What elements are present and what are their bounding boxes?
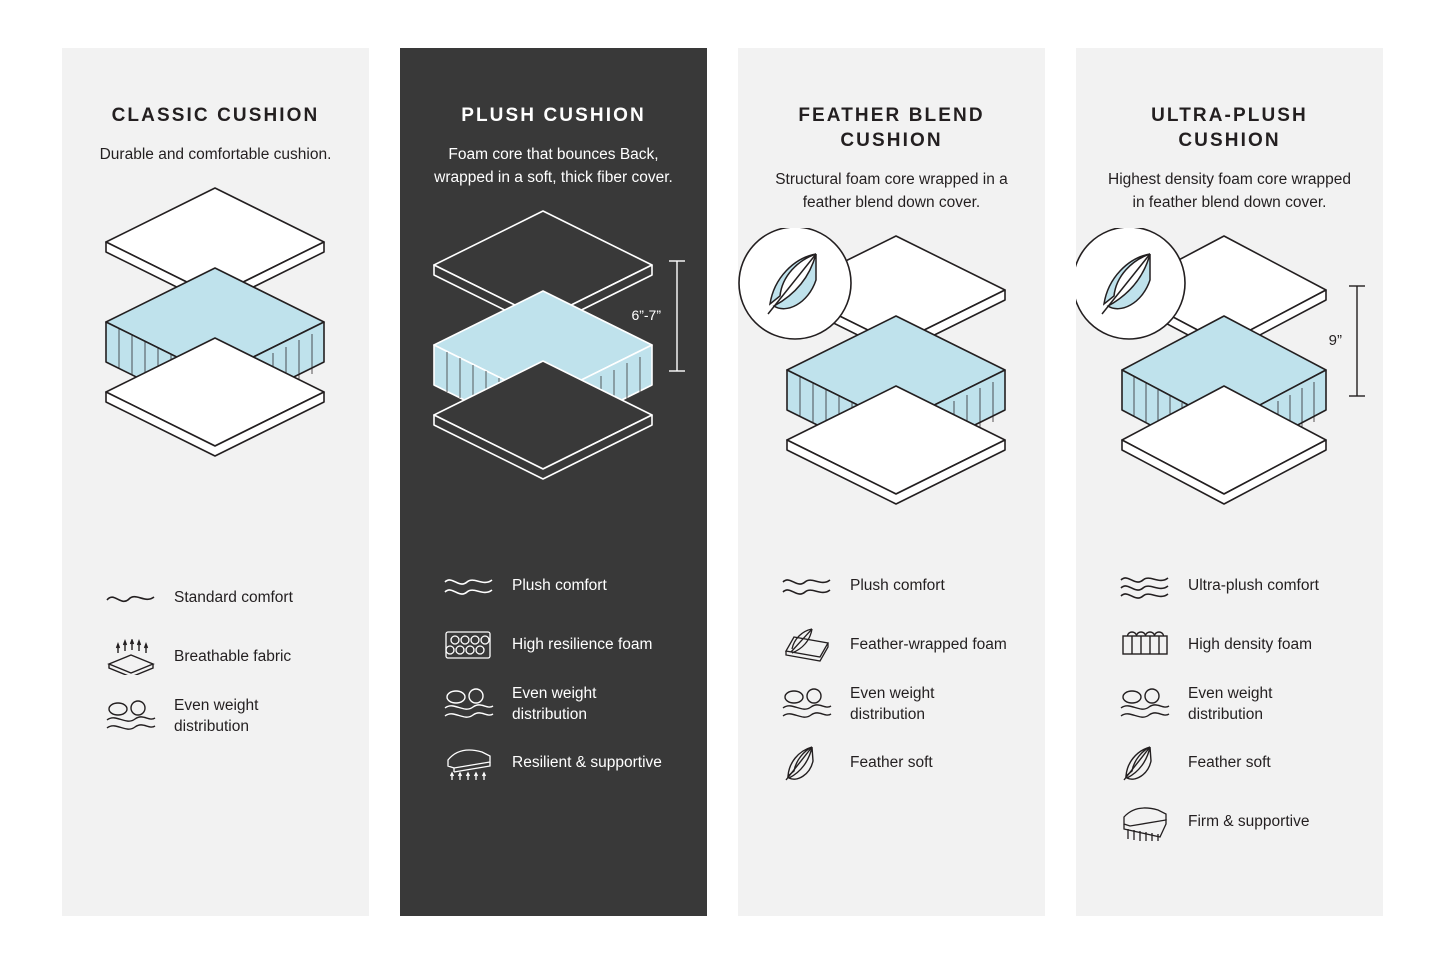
cushion-diagram-plush bbox=[400, 203, 707, 493]
feature-item bbox=[442, 615, 673, 674]
feature-label: Even weight distribution bbox=[512, 684, 597, 723]
even-weight-icon bbox=[104, 698, 164, 734]
feature-item bbox=[104, 568, 335, 627]
feature-label: Standard comfort bbox=[174, 589, 293, 606]
feature-label: High density foam bbox=[1188, 636, 1313, 653]
feature-item bbox=[1118, 792, 1349, 851]
feature-label: Plush comfort bbox=[850, 577, 945, 594]
card-title: ULTRA-PLUSH CUSHION bbox=[1151, 105, 1308, 151]
card-title: CLASSIC CUSHION bbox=[111, 105, 320, 126]
feature-label: High resilience foam bbox=[512, 636, 653, 653]
breathable-fabric-icon bbox=[104, 639, 164, 675]
feature-label: Breathable fabric bbox=[174, 648, 292, 665]
exploded-cushion-illustration bbox=[62, 180, 369, 470]
feature-item bbox=[780, 556, 1011, 615]
feature-item bbox=[442, 733, 673, 792]
card-description: Structural foam core wrapped in a feather blend down cover. bbox=[775, 171, 1008, 211]
feature-label: Resilient & supportive bbox=[512, 754, 662, 771]
feature-list bbox=[1076, 556, 1383, 851]
exploded-cushion-illustration bbox=[400, 203, 707, 493]
feather-badge-icon bbox=[1076, 228, 1185, 339]
card-title: FEATHER BLEND CUSHION bbox=[798, 105, 985, 151]
feature-label: Even weight distribution bbox=[1188, 684, 1273, 723]
exploded-cushion-illustration bbox=[1076, 228, 1383, 518]
dimension-label: 9” bbox=[1328, 332, 1342, 349]
even-weight-icon bbox=[442, 686, 502, 722]
feature-item bbox=[1118, 556, 1349, 615]
feature-label: Even weight distribution bbox=[850, 684, 935, 723]
feature-item bbox=[104, 627, 335, 686]
high-density-foam-icon bbox=[1118, 629, 1178, 661]
exploded-cushion-illustration bbox=[738, 228, 1045, 518]
feature-item bbox=[780, 615, 1011, 674]
feature-label: Plush comfort bbox=[512, 577, 607, 594]
cushion-diagram-ultra-plush bbox=[1076, 228, 1383, 518]
feature-item bbox=[104, 686, 335, 745]
wave-icon bbox=[104, 586, 164, 610]
feature-item bbox=[442, 556, 673, 615]
feather-icon bbox=[780, 744, 840, 782]
feature-item bbox=[780, 674, 1011, 733]
wave-icon bbox=[1118, 572, 1178, 600]
cushion-diagram-classic bbox=[62, 180, 369, 470]
feature-item bbox=[442, 674, 673, 733]
feature-list bbox=[738, 556, 1045, 792]
feature-item bbox=[780, 733, 1011, 792]
feature-label: Ultra-plush comfort bbox=[1188, 577, 1319, 594]
feature-label: Even weight distribution bbox=[174, 696, 259, 735]
feature-list bbox=[62, 568, 369, 745]
feature-label: Feather soft bbox=[1188, 754, 1271, 771]
firm-support-icon bbox=[1118, 803, 1178, 841]
card-description: Highest density foam core wrapped in feather blend down cover. bbox=[1108, 171, 1351, 211]
cushion-diagram-feather-blend bbox=[738, 228, 1045, 518]
even-weight-icon bbox=[780, 686, 840, 722]
cushion-card-plush bbox=[400, 48, 707, 916]
feather-wrapped-foam-icon bbox=[780, 627, 840, 663]
feature-item bbox=[1118, 674, 1349, 733]
feature-item bbox=[1118, 615, 1349, 674]
cushion-card-ultra-plush bbox=[1076, 48, 1383, 916]
feature-list bbox=[400, 556, 707, 792]
cushion-card-classic bbox=[62, 48, 369, 916]
feature-item bbox=[1118, 733, 1349, 792]
cushion-card-feather-blend bbox=[738, 48, 1045, 916]
wave-icon bbox=[442, 572, 502, 600]
feather-badge-icon bbox=[739, 228, 851, 339]
even-weight-icon bbox=[1118, 686, 1178, 722]
feature-label: Feather soft bbox=[850, 754, 933, 771]
card-description: Foam core that bounces Back, wrapped in a soft, thick fiber cover. bbox=[434, 146, 673, 186]
resilient-support-icon bbox=[442, 744, 502, 782]
card-description: Durable and comfortable cushion. bbox=[99, 146, 332, 163]
feature-label: Firm & supportive bbox=[1188, 813, 1310, 830]
feature-label: Feather-wrapped foam bbox=[850, 636, 1007, 653]
wave-icon bbox=[780, 572, 840, 600]
card-title: PLUSH CUSHION bbox=[461, 105, 646, 126]
feather-icon bbox=[1118, 744, 1178, 782]
honeycomb-foam-icon bbox=[442, 627, 502, 663]
dimension-label: 6”-7” bbox=[631, 307, 661, 323]
